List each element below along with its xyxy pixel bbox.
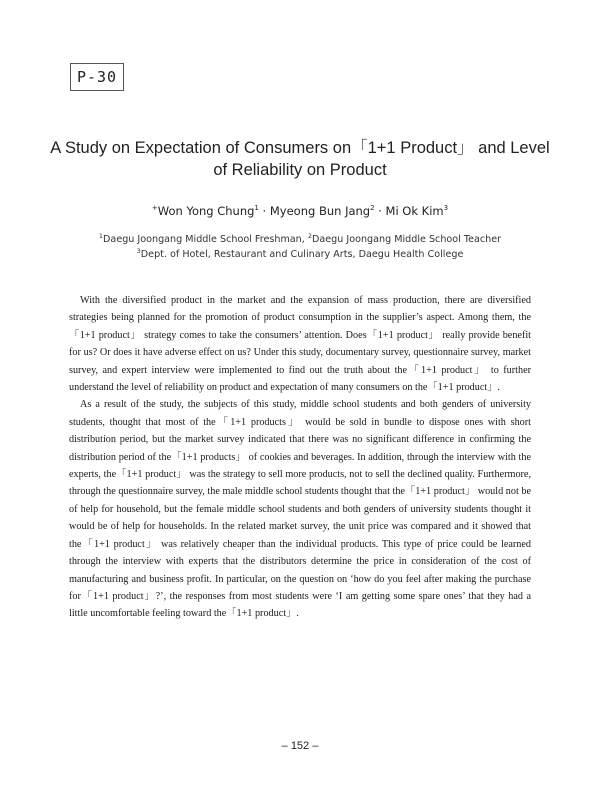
abstract-paragraph: As a result of the study, the subjects of this study, middle school students and both genders of university students, thought that most of the「1+1 products」 would be sold in bundle to dispose ones with short distribution period, but the market survey indicated that there was no significant difference in confirming the distribution period of the「1+1 products」 of cookies and beverages. In addition, through the interview with the experts, the「1+1 product」 was the strategy to sell more products, not to sell the declined quality. Furthermore, through the questionnaire survey, the male middle school students thought that the「1+1 product」 would not be of help for household, but the female middle school students and both genders of university students thought it would be of help for households. In the related market survey, the unit price was compared and it showed that the「1+1 product」 was relatively cheaper than the individual products. This type of price could be learned through the interview with experts that the distributors determine the price in consideration of the cost of manufacturing and business profit. In particular, on the question on ‘how do you feel after making the purchase for「1+1 product」?’, the responses from most students were ‘I am getting some spare ones’ that they had a little uncomfortable feeling toward the「1+1 product」. — [69, 399, 531, 620]
abstract-body — [69, 292, 531, 623]
author-affil-sup: 2 — [370, 204, 375, 212]
affil-sup: 2 — [307, 232, 312, 240]
corresponding-mark: + — [151, 204, 158, 212]
paper-code-box — [70, 63, 124, 91]
affil-text: Dept. of Hotel, Restaurant and Culinary Arts, Daegu Health College — [140, 249, 464, 260]
author-separator: · — [374, 204, 386, 218]
affil-sup: 1 — [98, 232, 104, 240]
author-affil-sup: 3 — [443, 204, 449, 212]
author-affil-sup: 1 — [254, 204, 259, 212]
affil-sup: 3 — [136, 247, 141, 255]
affil-text: Daegu Joongang Middle School Freshman, — [103, 234, 308, 245]
abstract-paragraph: With the diversified product in the market and the expansion of mass production, there are diversified strategies being planned for the promotion of product consumption in the supplier’s aspect. Among them, the「1+1 product」 strategy comes to take the consumers’ attention. Does「1+1 product」 really provide benefit for us? Or does it have adverse effect on us? Under this study, documentary survey, questionnaire survey, market survey, and expert interview were implemented to find out the truth about the「1+1 product」 to further understand the level of reliability on product and expectation of many consumers on the「1+1 product」. — [69, 295, 531, 394]
title-line-2: of Reliability on Product — [213, 161, 387, 179]
affiliation-line-2 — [40, 247, 560, 260]
affiliation-line-1 — [40, 232, 560, 245]
author-name: Myeong Bun Jang — [269, 204, 371, 218]
paper-title — [40, 137, 560, 181]
page-number: – 152 – — [281, 740, 319, 752]
paper-code: P-30 — [76, 68, 118, 86]
author-separator: · — [258, 204, 270, 218]
author-name: Mi Ok Kim — [385, 204, 444, 218]
author-name: Won Yong Chung — [157, 204, 255, 218]
title-line-1: A Study on Expectation of Consumers on「1+1 Product」 and Level — [50, 139, 550, 157]
author-list — [40, 204, 560, 218]
affil-text: Daegu Joongang Middle School Teacher — [312, 234, 502, 245]
